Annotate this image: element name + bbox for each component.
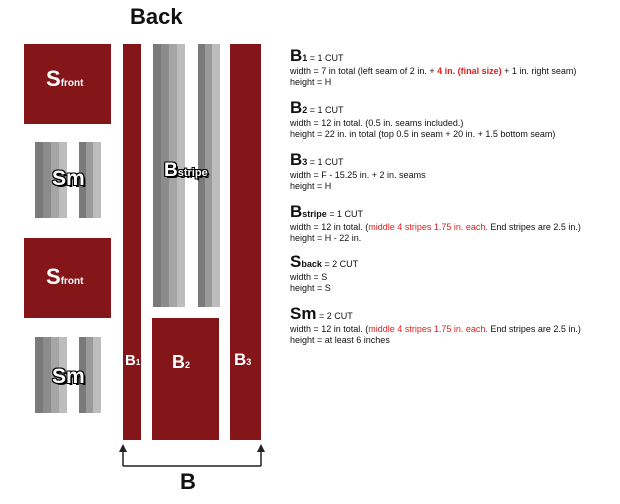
spec-width: width = 12 in total. (middle 4 stripes 1.75 in. each. End stripes are 2.5 in.) bbox=[290, 324, 581, 334]
width-bracket bbox=[115, 442, 270, 472]
sm-label: Sm bbox=[52, 365, 85, 388]
b-stripe-label: Bstripe bbox=[164, 160, 208, 181]
b2-panel bbox=[152, 318, 219, 440]
spec-width: width = 12 in total. (middle 4 stripes 1.75 in. each. End stripes are 2.5 in.) bbox=[290, 222, 581, 232]
s-front-label: Sfront bbox=[46, 264, 84, 289]
s-front-label: Sfront bbox=[46, 66, 84, 91]
spec-width: width = 7 in total (left seam of 2 in. + 4 in. (final size) + 1 in. right seam) bbox=[290, 66, 577, 76]
sm-label: Sm bbox=[52, 167, 85, 190]
spec-s-back bbox=[290, 254, 358, 294]
bracket-arrows bbox=[119, 444, 265, 452]
spec-heading: B3 = 1 CUT bbox=[290, 150, 344, 169]
spec-heading: B1 = 1 CUT bbox=[290, 46, 344, 65]
spec-heading: Sback = 2 CUT bbox=[290, 252, 359, 271]
bracket-lines bbox=[123, 448, 261, 466]
spec-sm bbox=[290, 306, 581, 346]
spec-width: width = S bbox=[290, 272, 328, 282]
spec-height: height = H bbox=[290, 181, 332, 191]
spec-height: height = 22 in. in total (top 0.5 in seam + 20 in. + 1.5 bottom seam) bbox=[290, 129, 556, 139]
spec-height: height = at least 6 inches bbox=[290, 335, 390, 345]
spec-height: height = H bbox=[290, 77, 332, 87]
b1-panel bbox=[123, 44, 141, 440]
spec-b2 bbox=[290, 100, 555, 140]
spec-heading: Bstripe = 1 CUT bbox=[290, 202, 364, 221]
page-title: Back bbox=[130, 4, 183, 29]
spec-height: height = H - 22 in. bbox=[290, 233, 362, 243]
sm-panel-top bbox=[35, 142, 102, 218]
b3-label: B3 bbox=[234, 350, 252, 369]
s-front-panel-bottom bbox=[24, 238, 111, 318]
b2-label: B2 bbox=[172, 352, 191, 372]
bracket-label: B bbox=[180, 469, 196, 494]
s-front-panel-top bbox=[24, 44, 111, 124]
b1-label: B1 bbox=[125, 352, 141, 369]
spec-width: width = F - 15.25 in. + 2 in. seams bbox=[290, 170, 426, 180]
spec-b1 bbox=[290, 48, 576, 88]
b3-panel bbox=[230, 44, 261, 440]
spec-b3 bbox=[290, 152, 426, 192]
spec-heading: Sm = 2 CUT bbox=[290, 304, 353, 323]
spec-b-stripe bbox=[290, 204, 581, 244]
sm-panel-bottom bbox=[35, 337, 102, 413]
spec-width: width = 12 in total. (0.5 in. seams included.) bbox=[290, 118, 464, 128]
spec-height: height = S bbox=[290, 283, 331, 293]
spec-heading: B2 = 1 CUT bbox=[290, 98, 344, 117]
